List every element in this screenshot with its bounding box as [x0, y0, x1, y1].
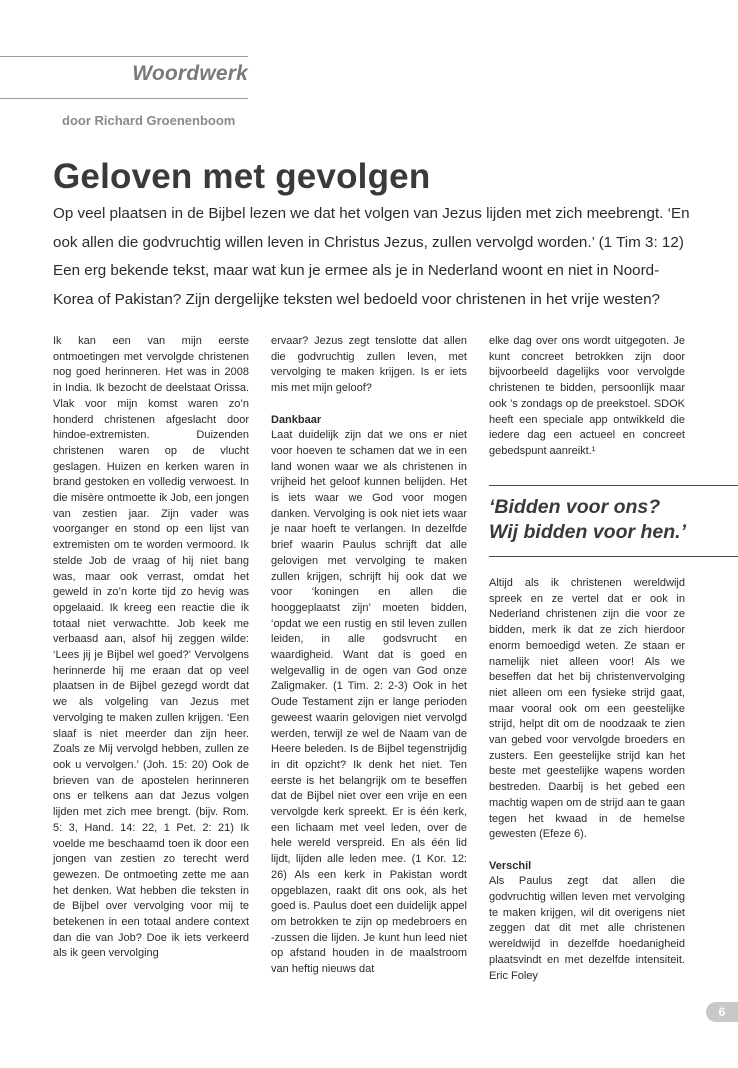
- column-3-bottom: [489, 576, 685, 984]
- page-number: 6: [706, 1002, 738, 1022]
- column-1-paragraph: Ik kan een van mijn eerste ontmoetingen met vervolgde christenen nog goed herinneren. Het was in 2008 in India. Ik bezocht de deelstaat Orissa. Vlak voor mijn komst waren zo’n honderd christenen afgeslacht door hindoe-extremisten. Duizenden christenen waren op de vlucht geslagen. Huizen en kerken waren in brand gestoken en volledig verwoest. In die misère ontmoette ik Job, een jongen van zestien jaar. Zijn vader was voorganger en stond op een lijst van extremisten om te worden vermoord. Ik stelde Job de vraag of hij niet bang was, maar ook verrast, omdat het geweld in zo’n korte tijd zo hevig was opgelaaid. Ik kreeg een reactie die ik totaal niet verwachtte. Job keek me verbaasd aan, alsof hij zeggen wilde: ‘Lees jij je Bijbel wel goed?’ Vervolgens herinnerde hij me eraan dat op veel plaatsen in de Bijbel gezegd wordt dat we als volgeling van Jezus met vervolging te maken zullen krijgen. ‘Een slaaf is niet meerder dan zijn heer. Zoals ze Mij vervolgd hebben, zullen ze ook u vervolgen.’ (Joh. 15: 20) Ook de brieven van de apostelen herinneren ons er telkens aan dat Jezus volgen lijden met zich mee brengt. (bijv. Rom. 5: 3, Hand. 14: 22, 1 Pet. 2: 21) Ik voelde me beschaamd toen ik door een jongen van zestien zo terecht werd gewezen. De ontmoeting zette me aan het denken. Wat hebben die teksten in de Bijbel over vervolging voor mij te betekenen in een totaal andere context dan die van Job? Doe ik iets verkeerd als ik geen vervolging: [53, 335, 249, 960]
- header-rule-bottom: [0, 98, 248, 99]
- column-3-paragraph-1: elke dag over ons wordt uitgegoten. Je kunt concreet betrokken zijn door bijvoorbeeld dagelijks voor vervolgde christenen te bidden, persoonlijk maar ook ’s zondags op de preekstoel. SDOK heeft een speciale app ontwikkeld die iedere dag een actueel en concreet gebedspunt aanreikt.¹: [489, 335, 685, 457]
- column-3-paragraph-2: Altijd als ik christenen wereldwijd spreek en ze vertel dat er ook in Nederland christenen zijn die voor ze bidden, merk ik dat ze zich hierdoor enorm bemoedigd weten. Ze staan er namelijk niet alleen voor! Als we beseffen dat het bij christenvervolging niet alleen om een fysieke strijd gaat, maar vooral ook om een geestelijke strijd, helpt dit om de noodzaak te zien van gebed voor vervolgde broeders en zusters. Een geestelijke strijd kan het beste met geestelijke wapens worden bestreden. Daarbij is het gebed een machtig wapen om de strijd aan te gaan tegen het kwaad in de hemelse gewesten (Efeze 6).: [489, 577, 685, 841]
- column-3-paragraph-3: Als Paulus zegt dat allen die godvruchtig willen leven met vervolging te maken krijgen, wil dit overigens niet zeggen dat dit met alle christenen wereldwijd in dezelfde hoedanigheid plaatsvindt en met dezelfde intensiteit. Eric Foley: [489, 875, 685, 982]
- article-intro: Op veel plaatsen in de Bijbel lezen we dat het volgen van Jezus lijden met zich meebrengt. ‘En ook allen die godvruchtig willen leven in Christus Jezus, zullen vervolgd worden.’ (1 Tim 3: 12) Een erg bekende tekst, maar wat kun je ermee als je in Nederland woont en niet in Noord-Korea of Pakistan? Zijn dergelijke teksten wel bedoeld voor christenen in het vrije westen?: [53, 205, 690, 308]
- header-rule-top: [0, 56, 248, 57]
- column-2-paragraph-2: Laat duidelijk zijn dat we ons er niet voor hoeven te schamen dat we in een land wonen waar we als christenen in vrijheid het geloof kunnen belijden. Het is iets waar we God voor mogen danken. Vervolging is ook niet iets waar je naar hoeft te verlangen. In dezelfde brief waarin Paulus schrijft dat alle gelovigen met vervolging te maken zullen krijgen, schrijft hij ook dat we voor ‘koningen en allen die hooggeplaatst zijn’ moeten bidden, ‘opdat we een rustig en stil leven zullen leiden, in alle godsvrucht en waardigheid. Want dat is goed en welgevallig in de ogen van God onze Zaligmaker. (1 Tim. 2: 2-3) Ook in het Oude Testament zijn er lange perioden geweest waarin gelovigen niet vervolgd werden, terwijl ze wel de Naam van de Heere beleden. Is de Bijbel tegenstrijdig in dit opzicht? Ik denk het niet. Ten eerste is het belangrijk om te beseffen dat de Bijbel niet over een vrije en een vervolgde kerk spreekt. Er is één kerk, een lichaam met veel leden, over de hele wereld verspreid. En als één lid lijdt, lijden alle leden mee. (1 Kor. 12: 26) Als een kerk in Pakistan wordt opgeblazen, raakt dit ons ook, als het goed is. Paulus doet een duidelijk appel om betrokken te zijn op medebroers en -zussen die lijden. Je kunt hun leed niet op afstand houden in de maalstroom van heftig nieuws dat: [271, 429, 467, 976]
- subheading-verschil: Verschil: [489, 859, 532, 872]
- pull-quote-line-1: ‘Bidden voor ons?: [489, 496, 661, 518]
- column-2-paragraph-1: ervaar? Jezus zegt tenslotte dat allen die godvruchtig zullen leven, met vervolging te maken krijgen. Is er iets mis met mijn geloof?: [271, 335, 467, 395]
- pullquote-rule-bottom: [489, 556, 738, 557]
- pull-quote: [489, 495, 738, 545]
- subheading-dankbaar: Dankbaar: [271, 413, 322, 426]
- column-2: [271, 334, 467, 978]
- author-byline: door Richard Groenenboom: [62, 113, 236, 128]
- article-title: Geloven met gevolgen: [53, 157, 431, 196]
- column-1: [53, 334, 249, 962]
- pull-quote-line-2: Wij bidden voor hen.’: [489, 521, 686, 543]
- column-3-top: [489, 334, 685, 460]
- pullquote-rule-top: [489, 485, 738, 486]
- section-title: Woordwerk: [132, 62, 248, 85]
